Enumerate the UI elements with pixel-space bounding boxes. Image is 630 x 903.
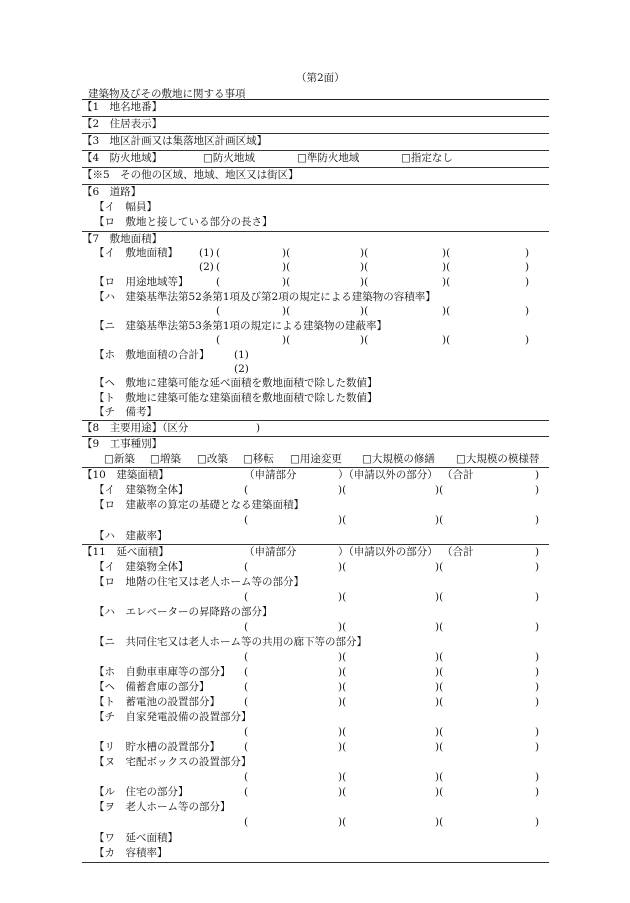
paren: ( [244,741,249,753]
paren: ) [535,741,540,753]
paren: )( [338,681,347,693]
paren: ( [216,261,221,273]
paren: )( [435,741,444,753]
paren: ) [535,651,540,663]
basement-label: 【ロ 地階の住宅又は老人ホーム等の部分】 [94,576,304,588]
item-9-label: 【9 工事種別】 [82,438,163,450]
divider [82,150,549,151]
paren: )( [435,816,444,828]
paren: )( [435,786,444,798]
paren: )( [338,786,347,798]
generator-label: 【チ 自家発電設備の設置部分】 [94,711,252,723]
paren: )( [435,696,444,708]
item-10-label: 【10 建築面積】 [82,469,169,481]
divider [82,467,549,468]
item-11-label: 【11 延べ面積】 [82,546,169,558]
paren: ) [535,696,540,708]
paren: )( [435,666,444,678]
paren: ) [525,276,530,288]
item-5-label: 【※5 その他の区域、地域、地区又は街区】 [82,169,299,181]
paren: ) [535,561,540,573]
item-6-label: 【6 道路】 [82,186,142,198]
row-number: (2) [234,363,249,375]
divider [82,862,549,863]
paren: )( [442,305,451,317]
remarks-label: 【チ 備考】 [94,406,157,418]
bcr-buildable-label: 【ト 敷地に建築可能な建築面積を敷地面積で除した数値】 [94,392,378,404]
paren: )( [338,666,347,678]
paren: ) [525,261,530,273]
divider [82,544,549,545]
paren: )( [435,514,444,526]
use-zone-label: 【ロ 用途地域等】 [94,276,189,288]
work-type-option[interactable]: □新築 [104,453,135,465]
road-width-label: 【イ 幅員】 [94,201,157,213]
divider [82,116,549,117]
item-1-label: 【1 地名地番】 [82,101,163,113]
paren: )( [338,591,347,603]
paren: )( [282,305,291,317]
paren: )( [442,261,451,273]
elevator-label: 【ハ エレベーターの昇降路の部分】 [94,606,273,618]
paren: ( [216,276,221,288]
floor-area-total-label: 【イ 建築物全体】 [94,561,189,573]
paren: ) [535,546,540,558]
paren: )( [338,816,347,828]
far-ratio-label: 【カ 容積率】 [94,847,168,859]
paren: )( [435,561,444,573]
paren: )( [338,771,347,783]
paren: ( [244,666,249,678]
bcr-label: 【ハ 建蔽率】 [94,530,168,542]
item-3-label: 【3 地区計画又は集落地区計画区域】 [82,135,268,147]
total-floor-area-label: 【ワ 延べ面積】 [94,832,178,844]
delivery-box-label: 【ヌ 宅配ボックスの設置部分】 [94,756,252,768]
paren: )( [360,261,369,273]
paren: )( [338,484,347,496]
col-header-other: ）（申請以外の部分） [338,546,438,558]
paren: ) [535,514,540,526]
paren: ( [244,786,249,798]
paren: ) [525,305,530,317]
work-type-option[interactable]: □用途変更 [290,453,342,465]
road-length-label: 【ロ 敷地と接している部分の長さ】 [94,216,273,228]
paren: ) [525,247,530,259]
paren: )( [360,305,369,317]
paren: ) [535,816,540,828]
paren: )( [435,771,444,783]
divider [82,436,549,437]
paren: )( [282,334,291,346]
col-header-total: （合計 [442,469,474,481]
water-tank-label: 【リ 貯水槽の設置部分】 [94,741,220,753]
garage-label: 【ホ 自動車車庫等の部分】 [94,666,231,678]
paren: )( [435,651,444,663]
col-header-total: （合計 [442,546,474,558]
paren: )( [338,621,347,633]
paren: ) [535,621,540,633]
item-7-label: 【7 敷地面積】 [82,233,163,245]
paren: ) [535,591,540,603]
paren: ( [216,334,221,346]
fire-zone-option[interactable]: □準防火地域 [297,152,360,164]
site-area-label: 【イ 敷地面積】 [94,247,178,259]
paren: ( [244,681,249,693]
elderly-home-label: 【ヲ 老人ホーム等の部分】 [94,801,231,813]
paren: ) [535,484,540,496]
divider [82,99,549,100]
work-type-option[interactable]: □増築 [150,453,181,465]
divider [82,184,549,185]
paren: ) [535,681,540,693]
col-header-applied: （申請部分 [244,469,297,481]
paren: )( [435,681,444,693]
paren: ( [244,651,249,663]
row-number: (1) [234,349,249,361]
work-type-option[interactable]: □大規模の修繕 [362,453,435,465]
row-number: (2) [199,261,214,273]
paren: ( [244,696,249,708]
paren: ( [244,514,249,526]
paren: )( [360,276,369,288]
paren: )( [338,514,347,526]
bcr-label: 【ニ 建築基準法第53条第1項の規定による建築物の建蔽率】 [94,320,388,332]
paren: ) [535,666,540,678]
item-8-label: 【8 主要用途】（区分 [82,422,189,434]
item-4-label: 【4 防火地域】 [82,152,163,164]
divider [82,167,549,168]
paren: )( [360,247,369,259]
paren: ( [244,771,249,783]
col-header-applied: （申請部分 [244,546,297,558]
paren: ( [244,591,249,603]
battery-label: 【ト 蓄電池の設置部分】 [94,696,220,708]
common-corridor-label: 【ニ 共同住宅又は老人ホーム等の共用の廊下等の部分】 [94,636,367,648]
paren: ( [244,726,249,738]
paren: )( [435,484,444,496]
paren: )( [282,247,291,259]
far-buildable-label: 【ヘ 敷地に建築可能な延べ面積を敷地面積で除した数値】 [94,377,378,389]
page-label: （第2面） [296,72,345,84]
paren: )( [338,741,347,753]
paren: ) [525,334,530,346]
divider [82,133,549,134]
paren: ) [535,469,540,481]
paren: )( [435,591,444,603]
paren: ) [535,726,540,738]
paren: ( [244,816,249,828]
divider [82,420,549,421]
item-2-label: 【2 住居表示】 [82,118,163,130]
storage-label: 【ヘ 備蓄倉庫の部分】 [94,681,210,693]
paren: ( [244,484,249,496]
paren: )( [338,651,347,663]
work-type-option[interactable]: □移転 [243,453,274,465]
paren: )( [435,621,444,633]
paren: ) [535,786,540,798]
paren: )( [338,696,347,708]
housing-label: 【ル 住宅の部分】 [94,786,189,798]
col-header-other: ）（申請以外の部分） [338,469,438,481]
paren: )( [442,334,451,346]
paren: )( [435,726,444,738]
site-total-label: 【ホ 敷地面積の合計】 [94,349,210,361]
paren: ( [244,561,249,573]
fire-zone-option[interactable]: □防火地域 [203,152,255,164]
paren: )( [442,247,451,259]
paren: )( [282,261,291,273]
work-type-option[interactable]: □大規模の模様替 [456,453,540,465]
far-label: 【ハ 建築基準法第52条第1項及び第2項の規定による建築物の容積率】 [94,291,436,303]
paren: ) [535,771,540,783]
paren: )( [442,276,451,288]
bcr-basis-area-label: 【ロ 建蔽率の算定の基礎となる建築面積】 [94,499,304,511]
paren: ( [244,621,249,633]
paren: )( [282,276,291,288]
paren: )( [338,726,347,738]
paren: ) [256,422,261,434]
work-type-option[interactable]: □改築 [197,453,228,465]
divider [82,231,549,232]
fire-zone-option[interactable]: □指定なし [401,152,453,164]
row-number: (1) [199,247,214,259]
paren: )( [360,334,369,346]
paren: ( [216,305,221,317]
paren: ( [216,247,221,259]
paren: )( [338,561,347,573]
building-area-total-label: 【イ 建築物全体】 [94,484,189,496]
section-title: 建築物及びその敷地に関する事項 [88,88,246,100]
